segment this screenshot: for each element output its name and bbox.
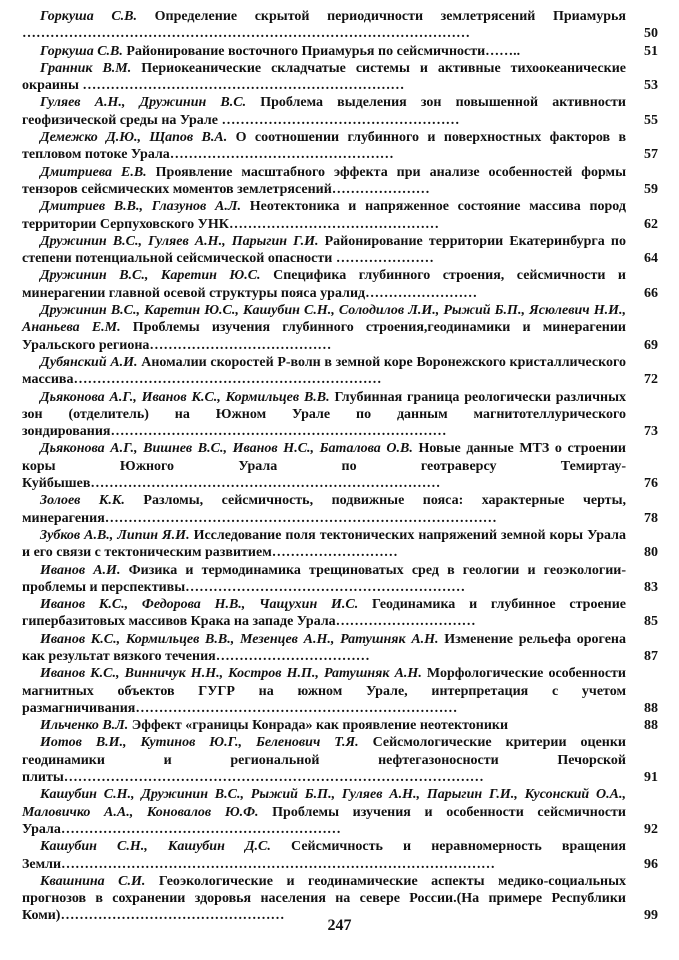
entry-page-number: 53	[644, 78, 658, 94]
entry-title: Новые данные МТЗ о строении коры Южного Урала по геотраверсу Темиртау-Куйбышев…………………………………………………………………	[22, 441, 626, 492]
entry-authors: Дмитриев В.В., Глазунов А.Л.	[40, 199, 241, 215]
entry-page-number: 55	[644, 112, 658, 128]
toc-entry	[22, 129, 658, 164]
entry-authors: Дружинин В.С., Каретин Ю.С.	[40, 268, 261, 284]
entry-authors: Зубков А.В., Липин Я.И.	[40, 527, 190, 543]
toc-entry	[22, 43, 658, 60]
entry-page-number: 88	[644, 700, 658, 716]
entry-page-number: 73	[644, 424, 658, 440]
entry-title: О соотношении глубинного и поверхностных факторов в тепловом потоке Урала…………………………………………	[22, 130, 627, 163]
entry-authors: Гуляев А.Н., Дружинин В.С.	[40, 95, 247, 111]
entry-page-number: 91	[644, 770, 658, 786]
toc-entry	[22, 8, 658, 43]
toc-entry	[22, 164, 658, 199]
entry-page-number: 87	[644, 648, 658, 664]
entry-authors: Горкуша С.В.	[40, 9, 137, 24]
entry-title: Разломы, сейсмичность, подвижные пояса: характерные черты, минерагения…………………………………………………………………………	[22, 493, 626, 526]
entry-authors: Иванов К.С., Федорова Н.В., Чащухин И.С.	[40, 597, 359, 613]
entry-authors: Кашубин С.Н., Кашубин Д.С.	[40, 839, 271, 855]
entry-authors: Иванов К.С., Кормильцев В.В., Мезенцев А.Н., Ратушняк А.Н.	[40, 631, 439, 647]
entry-title: Сейсмичность и неравномерность вращения Земли…………………………………………………………………………………	[22, 839, 626, 872]
toc-entry	[22, 60, 658, 95]
entry-title: Морфологические особенности магнитных объектов ГУГР на южном Урале, интерпретация с учетом размагничивания……………………………………………………………	[22, 666, 626, 716]
entry-title: Глубинная граница реологически различных зон (отделитель) на Южном Урале по данным магнитотеллурического зондирования………………………………………………………………	[22, 389, 626, 440]
entry-page-number: 50	[644, 26, 658, 42]
entry-authors: Демежко Д.Ю., Щапов В.А.	[40, 130, 228, 146]
page-number: 247	[327, 917, 352, 934]
entry-page-number: 72	[644, 372, 658, 388]
entry-authors: Ильченко В.Л.	[40, 718, 129, 734]
toc-entry	[22, 233, 658, 268]
entry-page-number: 80	[644, 545, 658, 561]
entry-page-number: 57	[644, 147, 658, 163]
entry-authors: Иванов А.И.	[40, 562, 121, 578]
entry-authors: Иванов К.С., Винничук Н.Н., Костров Н.П., Ратушняк А.Н.	[40, 666, 422, 682]
entry-page-number: 99	[644, 908, 658, 924]
entry-title: Исследование поля тектонических напряжений земной коры Урала и его связи с тектоническим развитием………………………	[22, 527, 626, 561]
entry-title: Геодинамика и глубинное строение гипербазитовых массивов Крака на западе Урала…………………………	[22, 597, 627, 630]
entry-title: Аномалии скоростей Р-волн в земной коре Воронежского кристаллического массива…………………………………………………………	[22, 354, 626, 388]
entry-authors: Квашнина С.И.	[40, 873, 146, 889]
entry-title: Геоэкологические и геодинамические аспекты медико-социальных прогнозов в сохранении здоровья населения на севере России.(На примере Республики Коми)…………………………………………	[22, 873, 626, 924]
entry-page-number: 83	[644, 579, 658, 595]
entry-authors: Дружинин В.С., Гуляев А.Н., Парыгин Г.И.	[40, 233, 319, 249]
entry-authors: Дьяконова А.Г., Иванов К.С., Кормильцев В.В.	[40, 389, 330, 405]
entry-authors: Горкуша С.В.	[40, 43, 123, 59]
toc-entry	[22, 440, 658, 492]
entry-page-number: 88	[644, 718, 658, 734]
entry-authors: Иотов В.И., Кутинов Ю.Г., Беленович Т.Я.	[40, 735, 359, 751]
entry-page-number: 76	[644, 476, 658, 492]
toc-entry	[22, 734, 658, 786]
toc-entry	[22, 389, 658, 441]
toc-entry	[22, 94, 658, 129]
entry-title: Проблемы изучения и особенности сейсмичности Урала……………………………………………………	[22, 804, 626, 837]
entry-title: Районирование восточного Приамурья по сейсмичности……..	[122, 43, 521, 59]
entry-title: Физика и термодинамика трещиноватых сред в геологии и геоэкологии- проблемы и перспективы……………………………………………………	[22, 562, 626, 595]
toc-entry	[22, 631, 658, 666]
entry-title: Изменение рельефа орогена как результат вязкого течения……………………………	[22, 631, 626, 664]
entry-authors: Гранник В.М.	[40, 60, 132, 76]
toc-entry	[22, 717, 658, 734]
entry-authors: Дьяконова А.Г., Вишнев В.С., Иванов Н.С., Баталова О.В.	[40, 441, 413, 457]
entry-title: Проблема выделения зон повышенной активности геофизической среды на Урале ……………………………………………	[22, 95, 626, 128]
entry-authors: Дружинин В.С., Каретин Ю.С., Кашубин С.Н., Солодилов Л.И., Рыжий Б.П., Ясюлевич Н.И., Ананьева Е.М.	[22, 303, 626, 336]
entry-title: Неотектоника и напряженное состояние массива пород территории Серпуховского УНК………………………………………	[22, 199, 626, 232]
entry-title: Периокеанические складчатые системы и активные тихоокеанические окраины ……………………………………………………………	[22, 60, 626, 94]
entry-title: Проблемы изучения глубинного строения,геодинамики и минерагении Уральского региона…………………………………	[22, 320, 626, 353]
entry-page-number: 69	[644, 337, 658, 353]
entry-page-number: 64	[644, 251, 658, 267]
toc-entry	[22, 492, 658, 527]
entry-title: Сейсмологические критерии оценки геодинамики и региональной нефтегазоносности Печорской плиты………………………………………………………………………………	[22, 735, 626, 786]
entry-authors: Дмитриева Е.В.	[40, 164, 147, 180]
table-of-contents	[22, 8, 658, 925]
toc-entry	[22, 527, 658, 562]
entry-page-number: 78	[644, 510, 658, 526]
entry-page-number: 66	[644, 285, 658, 301]
toc-entry	[22, 302, 658, 354]
entry-title: Проявление масштабного эффекта при анализе особенностей формы тензоров сейсмических моментов землетрясений…………………	[22, 164, 627, 197]
toc-entry	[22, 665, 658, 717]
entry-page-number: 96	[644, 856, 658, 872]
toc-entry	[22, 354, 658, 389]
toc-entry	[22, 838, 658, 873]
entry-page-number: 62	[644, 216, 658, 232]
toc-entry	[22, 267, 658, 302]
entry-title: Районирование территории Екатеринбурга по степени потенциальной сейсмической опасности …………………	[22, 233, 626, 267]
entry-authors: Золоев К.К.	[40, 493, 125, 509]
entry-page-number: 85	[644, 614, 658, 630]
toc-entry	[22, 562, 658, 597]
entry-authors: Кашубин С.Н., Дружинин В.С., Рыжий Б.П., Гуляев А.Н., Парыгин Г.И., Кусонский О.А., Маловичко А.А., Коновалов Ю.Ф.	[22, 787, 626, 820]
toc-entry	[22, 596, 658, 631]
toc-entry	[22, 786, 658, 838]
entry-title: Эффект «границы Конрада» как проявление неотектоники	[128, 718, 509, 734]
entry-page-number: 59	[644, 181, 658, 197]
toc-entry	[22, 198, 658, 233]
entry-title: Специфика глубинного строения, сейсмичности и минерагении главной осевой структуры пояса уралид……………………	[22, 268, 626, 301]
entry-page-number: 51	[644, 43, 658, 59]
entry-authors: Дубянский А.И.	[40, 354, 138, 370]
entry-title: Определение скрытой периодичности землетрясений Приамурья ……………………………………………………………………………………	[22, 9, 626, 42]
entry-page-number: 92	[644, 821, 658, 837]
